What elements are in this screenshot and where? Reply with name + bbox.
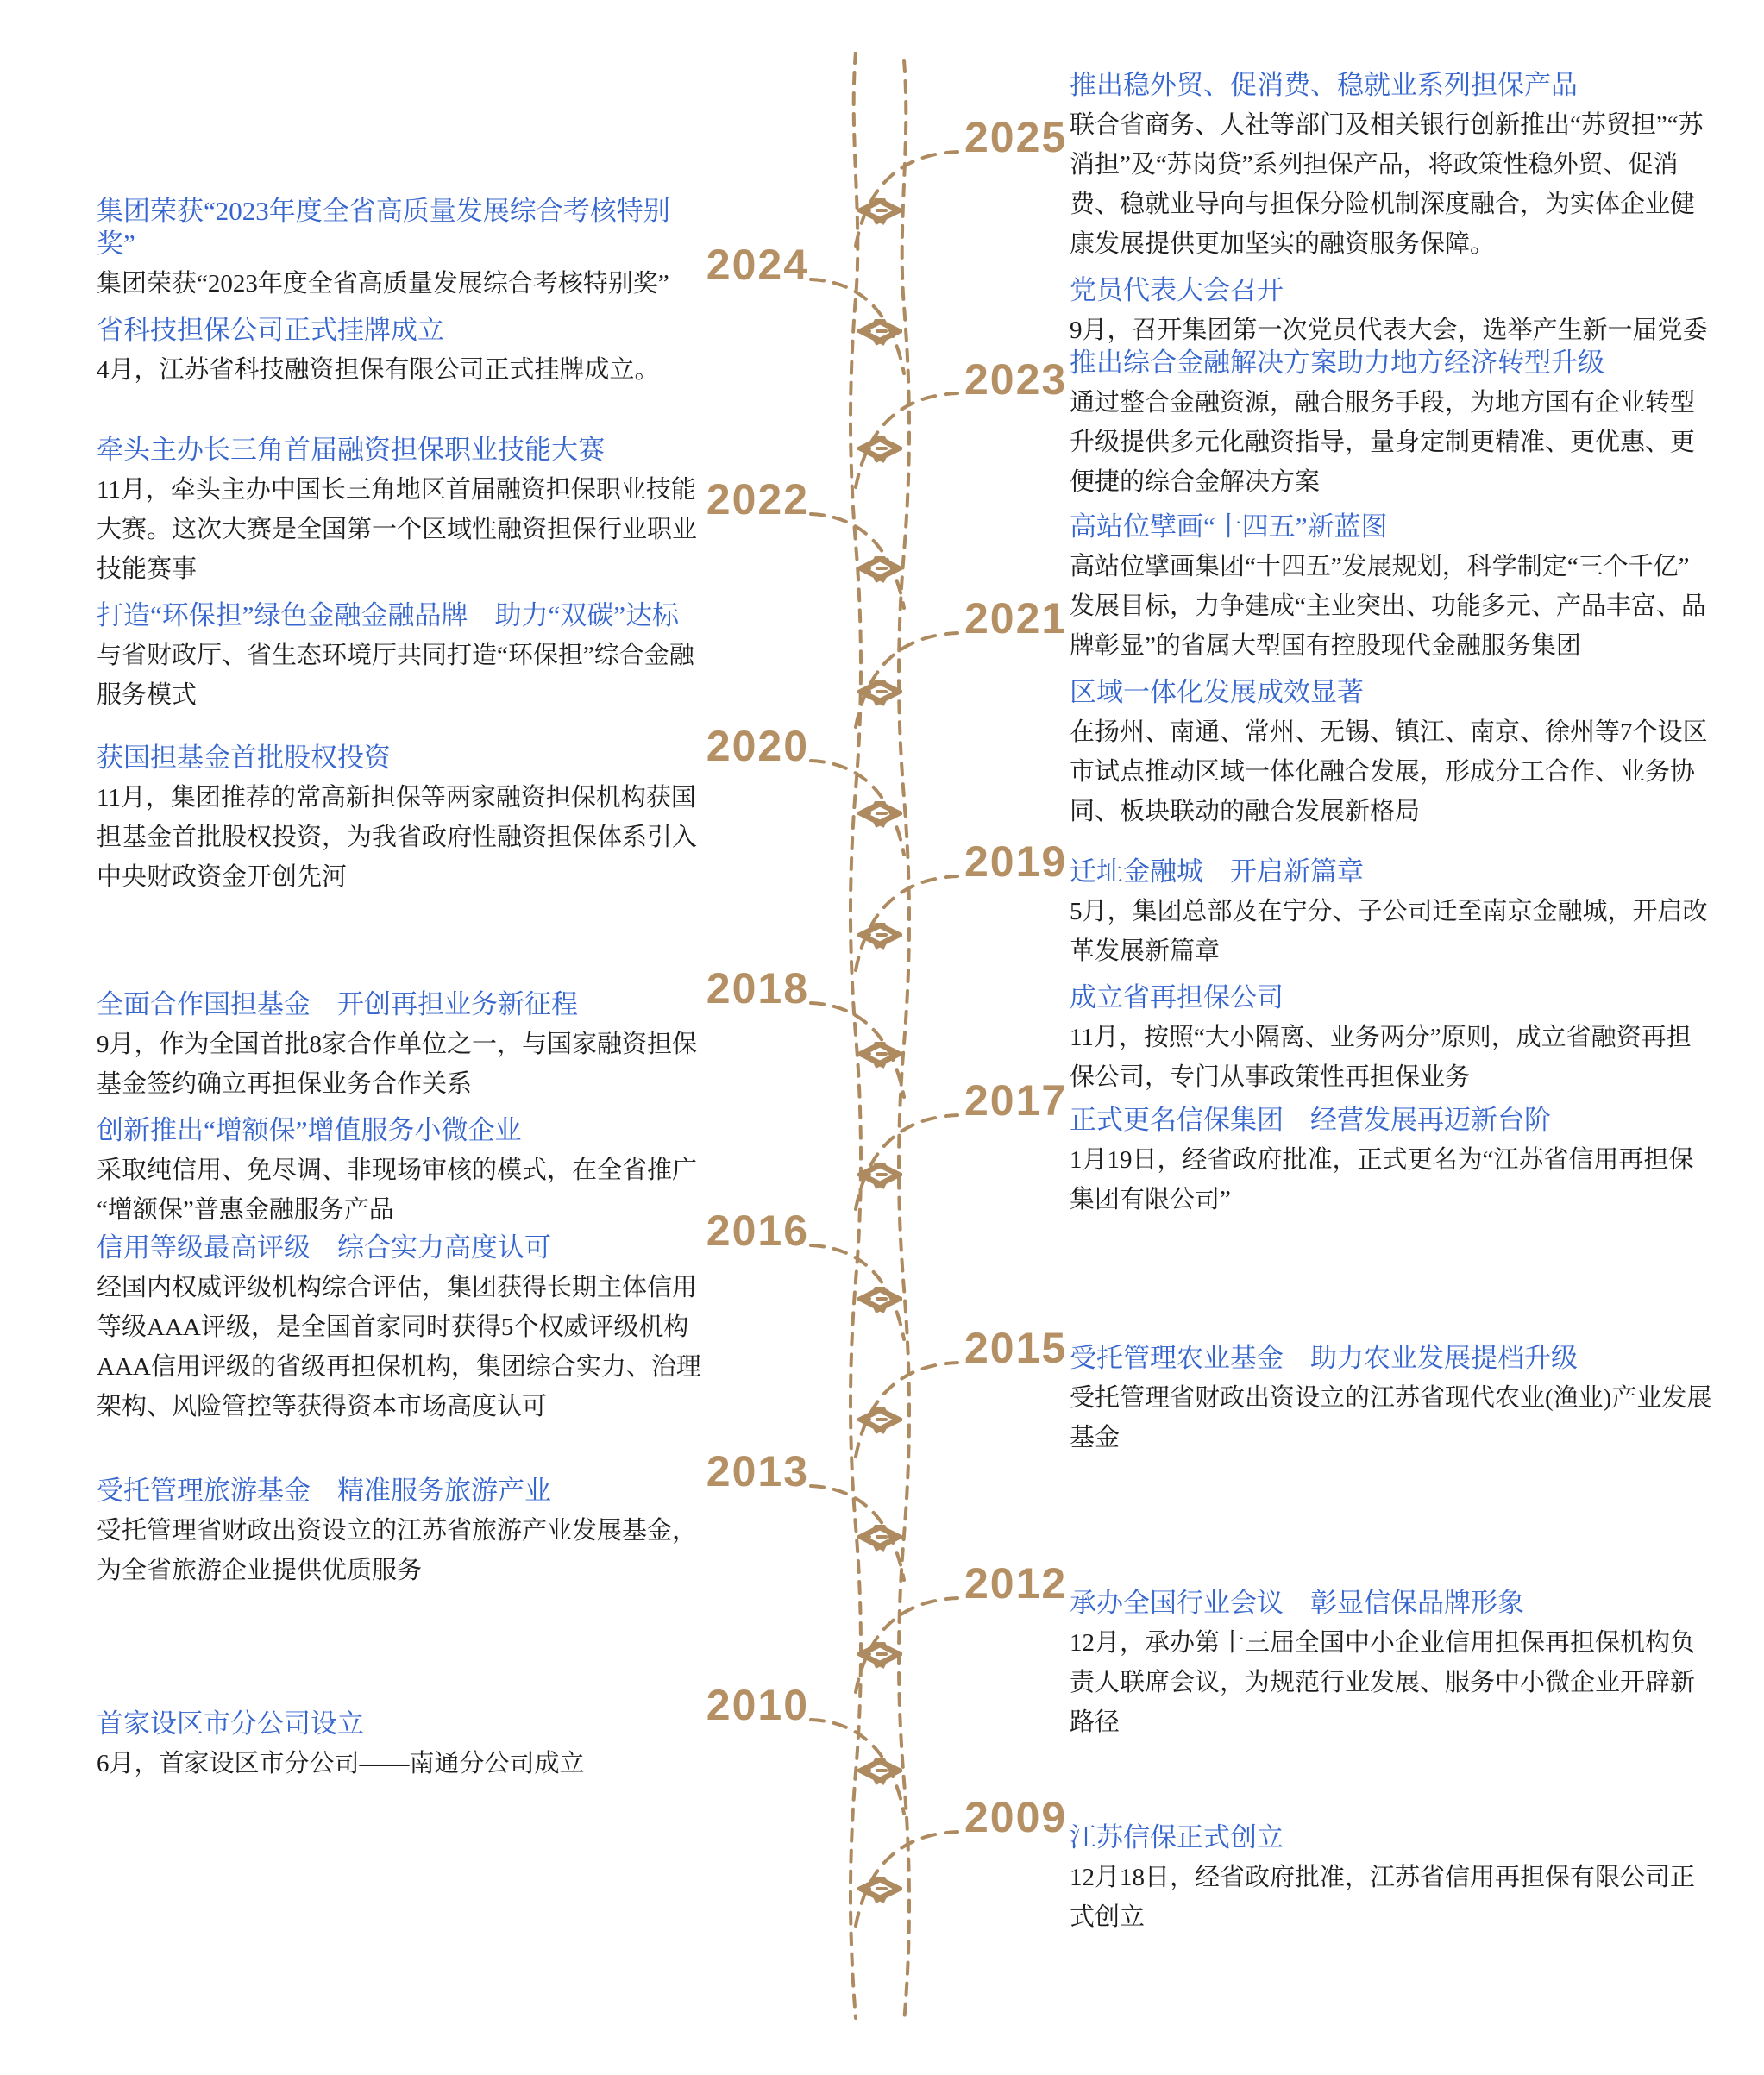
year-label-2022: 2022 <box>706 475 809 523</box>
year-label-2024: 2024 <box>706 241 809 289</box>
event-title: 创新推出“增额保”增值服务小微企业 <box>97 1115 522 1145</box>
event-title: 承办全国行业会议 彰显信保品牌形象 <box>1070 1588 1524 1618</box>
event-title: 打造“环保担”绿色金融金融品牌 助力“双碳”达标 <box>97 600 680 630</box>
event-body: 9月，召开集团第一次党员代表大会，选举产生新一届党委 <box>1070 317 1708 344</box>
event-body: 受托管理省财政出资设立的江苏省旅游产业发展基金，为全省旅游企业提供优质服务 <box>97 1517 698 1584</box>
event-body: 集团荣获“2023年度全省高质量发展综合考核特别奖” <box>97 270 669 298</box>
timeline-event <box>97 1114 706 1230</box>
event-body: 通过整合金融资源，融合服务手段，为地方国有企业转型升级提供多元化融资指导，量身定制更精准、更优惠、更便捷的综合金解决方案 <box>1070 389 1696 496</box>
timeline-block-2010 <box>97 1708 706 1794</box>
event-title: 省科技担保公司正式挂牌成立 <box>97 315 444 345</box>
event-title: 全面合作国担基金 开创再担业务新征程 <box>97 989 578 1019</box>
timeline-event <box>97 434 706 589</box>
timeline-event <box>1070 274 1713 350</box>
timeline-event <box>1070 1104 1713 1219</box>
timeline-block-2013 <box>97 1475 706 1601</box>
year-label-2018: 2018 <box>706 964 809 1012</box>
timeline-block-2009 <box>1070 1821 1713 1947</box>
event-body: 在扬州、南通、常州、无锡、镇江、南京、徐州等7个设区市试点推动区域一体化融合发展，形成分工合作、业务协同、板块联动的融合发展新格局 <box>1070 718 1708 825</box>
year-label-2013: 2013 <box>706 1447 809 1495</box>
event-body: 高站位擘画集团“十四五”发展规划，科学制定“三个千亿”发展目标，力争建成“主业突出、功能多元、产品丰富、品牌彰显”的省属大型国有控股现代金融服务集团 <box>1070 553 1706 660</box>
timeline-event <box>97 1232 706 1426</box>
year-label-2020: 2020 <box>706 722 809 770</box>
event-body: 5月，集团总部及在宁分、子公司迁至南京金融城，开启改革发展新篇章 <box>1070 898 1708 965</box>
timeline-event <box>97 599 706 715</box>
event-body: 采取纯信用、免尽调、非现场审核的模式，在全省推广“增额保”普惠金融服务产品 <box>97 1157 698 1224</box>
timeline-block-2017 <box>1070 1104 1713 1230</box>
timeline-event <box>97 1708 706 1783</box>
event-title: 受托管理农业基金 助力农业发展提档升级 <box>1070 1343 1578 1373</box>
event-title: 推出稳外贸、促消费、稳就业系列担保产品 <box>1070 70 1578 100</box>
event-title: 首家设区市分公司设立 <box>97 1708 364 1739</box>
timeline-block-2012 <box>1070 1587 1713 1752</box>
timeline-event <box>1070 1342 1713 1458</box>
event-body: 11月，按照“大小隔离、业务两分”原则，成立省融资再担保公司，专门从事政策性再担保业务 <box>1070 1024 1692 1091</box>
event-body: 6月，首家设区市分公司——南通分公司成立 <box>97 1750 585 1777</box>
timeline-event <box>97 988 706 1104</box>
event-title: 成立省再担保公司 <box>1070 982 1284 1012</box>
timeline-block-2025 <box>1070 69 1713 274</box>
event-title: 党员代表大会召开 <box>1070 275 1284 305</box>
timeline-event <box>1070 1587 1713 1742</box>
event-title: 信用等级最高评级 综合实力高度认可 <box>97 1232 551 1263</box>
timeline-block-2015 <box>1070 1342 1713 1468</box>
timeline-event <box>97 1475 706 1590</box>
year-label-2021: 2021 <box>964 594 1068 643</box>
timeline-event <box>1070 347 1713 502</box>
timeline-block-2024-left <box>97 195 706 400</box>
timeline-block-2018 <box>97 988 706 1240</box>
event-body: 4月，江苏省科技融资担保有限公司正式挂牌成立。 <box>97 356 660 384</box>
event-body: 9月，作为全国首批8家合作单位之一，与国家融资担保基金签约确立再担保业务合作关系 <box>97 1031 698 1098</box>
year-label-2015: 2015 <box>964 1324 1068 1372</box>
timeline-event <box>1070 511 1713 666</box>
timeline-event <box>1070 69 1713 264</box>
year-label-2010: 2010 <box>706 1681 809 1729</box>
event-body: 1月19日，经省政府批准，正式更名为“江苏省信用再担保集团有限公司” <box>1070 1146 1694 1213</box>
event-title: 正式更名信保集团 经营发展再迈新台阶 <box>1070 1105 1551 1135</box>
event-title: 集团荣获“2023年度全省高质量发展综合考核特别奖” <box>97 196 670 259</box>
event-body: 经国内权威评级机构综合评估，集团获得长期主体信用等级AAA评级，是全国首家同时获得5个权威评级机构AAA信用评级的省级再担保机构，集团综合实力、治理架构、风险管控等获得资本市场高度认可 <box>97 1274 701 1420</box>
event-title: 区域一体化发展成效显著 <box>1070 677 1364 707</box>
timeline-block-2021 <box>1070 511 1713 842</box>
event-body: 联合省商务、人社等部门及相关银行创新推出“苏贸担”“苏消担”及“苏岗贷”系列担保产品，将政策性稳外贸、促消费、稳就业导向与担保分险机制深度融合，为实体企业健康发展提供更加坚实的融资服务保障。 <box>1070 111 1704 258</box>
timeline-block-2020 <box>97 742 706 907</box>
year-label-2009: 2009 <box>964 1793 1068 1841</box>
event-title: 迁址金融城 开启新篇章 <box>1070 856 1364 887</box>
event-body: 与省财政厅、省生态环境厅共同打造“环保担”综合金融服务模式 <box>97 642 694 709</box>
timeline-block-2016 <box>97 1232 706 1437</box>
timeline-event <box>1070 856 1713 971</box>
event-body: 11月，牵头主办中国长三角地区首届融资担保职业技能大赛。这次大赛是全国第一个区域性融资担保行业职业技能赛事 <box>97 476 698 583</box>
event-title: 推出综合金融解决方案助力地方经济转型升级 <box>1070 348 1604 378</box>
event-body: 12月，承办第十三届全国中小企业信用担保再担保机构负责人联席会议，为规范行业发展、服务中小微企业开辟新路径 <box>1070 1629 1696 1736</box>
timeline-event <box>1070 1821 1713 1937</box>
year-label-2016: 2016 <box>706 1207 809 1255</box>
event-body: 11月，集团推荐的常高新担保等两家融资担保机构获国担基金首批股权投资，为我省政府性融资担保体系引入中央财政资金开创先河 <box>97 784 698 891</box>
timeline-block-2019 <box>1070 856 1713 1107</box>
event-title: 高站位擘画“十四五”新蓝图 <box>1070 511 1388 542</box>
timeline-block-2022 <box>97 434 706 725</box>
timeline-event <box>1070 676 1713 831</box>
year-label-2017: 2017 <box>964 1076 1068 1125</box>
year-label-2019: 2019 <box>964 837 1068 886</box>
event-title: 牵头主办长三角首届融资担保职业技能大赛 <box>97 435 605 465</box>
timeline-event <box>97 742 706 897</box>
event-body: 受托管理省财政出资设立的江苏省现代农业(渔业)产业发展基金 <box>1070 1384 1712 1451</box>
timeline-event <box>1070 981 1713 1097</box>
event-body: 12月18日，经省政府批准，江苏省信用再担保有限公司正式创立 <box>1070 1864 1696 1931</box>
year-label-2012: 2012 <box>964 1559 1068 1608</box>
timeline-event <box>97 195 706 304</box>
timeline-event <box>97 314 706 390</box>
year-label-2025: 2025 <box>964 113 1068 161</box>
year-label-2023: 2023 <box>964 355 1068 404</box>
event-title: 受托管理旅游基金 精准服务旅游产业 <box>97 1476 551 1506</box>
timeline-block-2023 <box>1070 347 1713 512</box>
event-title: 获国担基金首批股权投资 <box>97 743 391 773</box>
event-title: 江苏信保正式创立 <box>1070 1822 1284 1852</box>
timeline-dashed-line <box>794 52 1035 2027</box>
